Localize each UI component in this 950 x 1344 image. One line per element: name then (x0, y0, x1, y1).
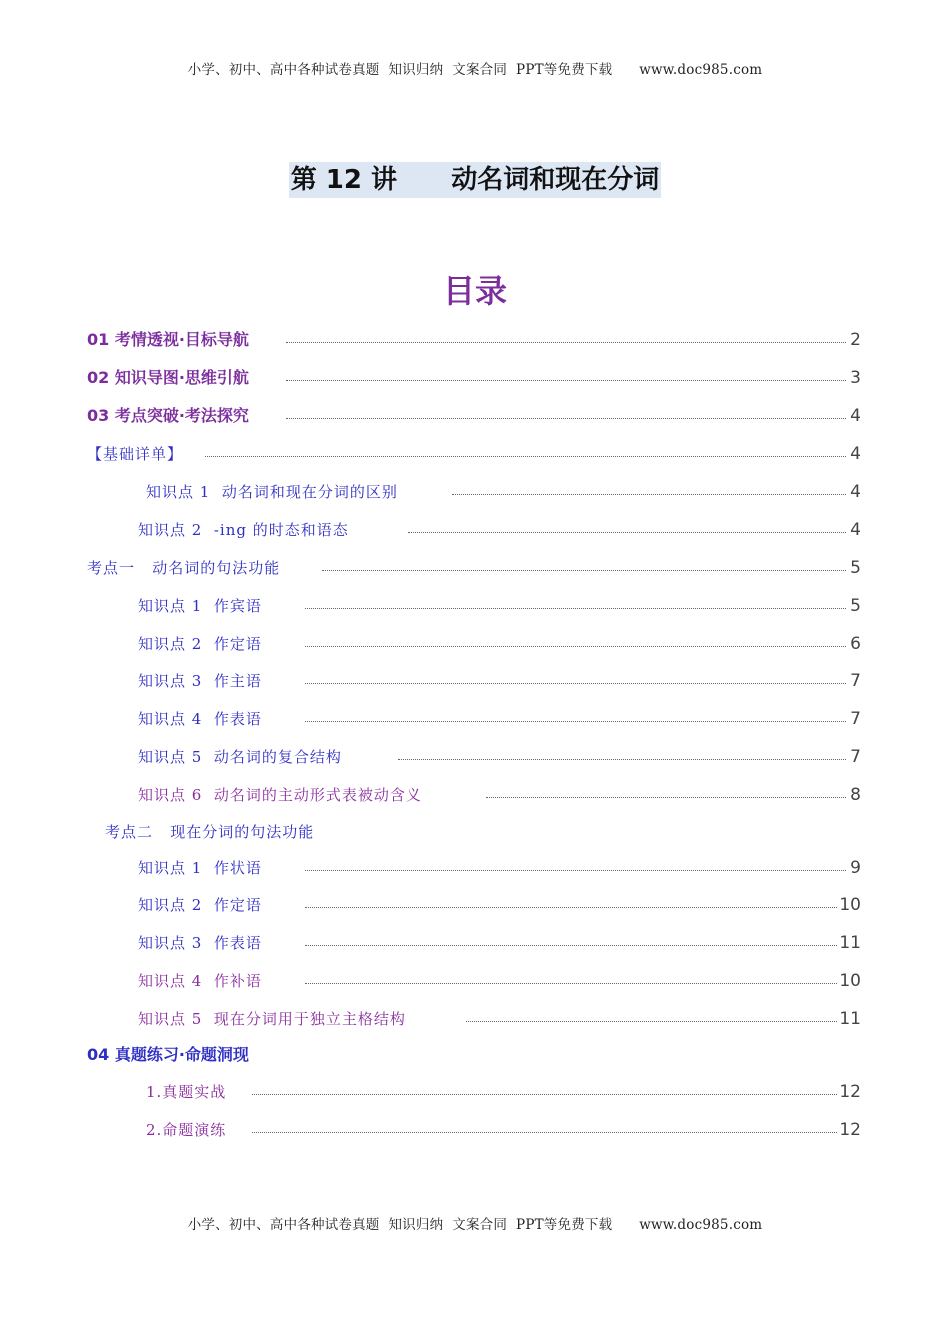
toc-entry[interactable] (0, 892, 950, 918)
toc-dot-leader (252, 1094, 837, 1095)
toc-entry[interactable] (0, 403, 950, 429)
toc-entry-page: 12 (839, 1120, 861, 1140)
toc-entry-page: 9 (850, 858, 861, 878)
toc-entry-page: 7 (850, 709, 861, 729)
toc-entry-page: 5 (850, 558, 861, 578)
toc-entry[interactable] (0, 706, 950, 732)
toc-entry-label: 知识点 4 作补语 (138, 972, 262, 990)
toc-entry-page: 4 (850, 444, 861, 464)
toc-entry-label: 知识点 1 作状语 (138, 859, 262, 877)
toc-dot-leader (466, 1021, 837, 1022)
toc-dot-leader (305, 870, 846, 871)
toc-entry-label: 知识点 2 -ing 的时态和语态 (138, 521, 349, 539)
toc-dot-leader (408, 532, 846, 533)
toc-entry-label: 【基础详单】 (87, 445, 184, 463)
toc-dot-leader (322, 570, 846, 571)
toc-entry[interactable] (0, 819, 950, 845)
toc-entry[interactable] (0, 782, 950, 808)
toc-entry[interactable] (0, 855, 950, 881)
toc-entry-label: 考点一 动名词的句法功能 (87, 559, 281, 577)
toc-entry-page: 10 (839, 971, 861, 991)
toc-entry-label: 知识点 5 动名词的复合结构 (138, 748, 342, 766)
toc-dot-leader (305, 945, 837, 946)
toc-entry-page: 4 (850, 520, 861, 540)
toc-entry[interactable] (0, 1079, 950, 1105)
toc-dot-leader (398, 759, 846, 760)
toc-entry-label: 知识点 3 作主语 (138, 672, 262, 690)
toc-entry[interactable] (0, 668, 950, 694)
toc-dot-leader (305, 608, 846, 609)
toc-entry-label: 2.命题演练 (146, 1121, 227, 1139)
toc-entry[interactable] (0, 441, 950, 467)
toc-entry[interactable] (0, 1042, 950, 1068)
toc-entry-page: 5 (850, 596, 861, 616)
toc-dot-leader (205, 456, 846, 457)
toc-entry-page: 3 (850, 368, 861, 388)
toc-dot-leader (305, 646, 846, 647)
page-footer: 小学、初中、高中各种试卷真题 知识归纳 文案合同 PPT等免费下载 www.doc985.com (187, 1217, 763, 1233)
toc-entry-page: 7 (850, 747, 861, 767)
toc-entry-page: 6 (850, 634, 861, 654)
toc-entry[interactable] (0, 555, 950, 581)
toc-dot-leader (452, 494, 846, 495)
toc-entry-page: 12 (839, 1082, 861, 1102)
toc-entry-label: 04 真题练习·命题洞现 (87, 1045, 249, 1064)
toc-entry[interactable] (0, 327, 950, 353)
toc-entry-label: 01 考情透视·目标导航 (87, 330, 249, 349)
toc-heading: 目录 (442, 272, 507, 310)
toc-dot-leader (286, 342, 846, 343)
toc-entry[interactable] (0, 744, 950, 770)
toc-entry-label: 03 考点突破·考法探究 (87, 406, 249, 425)
page-header: 小学、初中、高中各种试卷真题 知识归纳 文案合同 PPT等免费下载 www.doc985.com (187, 62, 763, 78)
toc-entry-label: 知识点 4 作表语 (138, 710, 262, 728)
toc-entry-page: 11 (839, 933, 861, 953)
toc-entry[interactable] (0, 968, 950, 994)
toc-entry-page: 10 (839, 895, 861, 915)
toc-dot-leader (286, 380, 846, 381)
toc-dot-leader (305, 683, 846, 684)
toc-entry-page: 8 (850, 785, 861, 805)
toc-entry-page: 11 (839, 1009, 861, 1029)
document-title (0, 162, 950, 198)
toc-entry-label: 知识点 2 作定语 (138, 896, 262, 914)
toc-entry-label: 考点二 现在分词的句法功能 (105, 823, 315, 841)
toc-entry[interactable] (0, 1006, 950, 1032)
toc-entry-label: 知识点 3 作表语 (138, 934, 262, 952)
toc-entry[interactable] (0, 479, 950, 505)
document-title-text: 第 12 讲 动名词和现在分词 (289, 162, 662, 198)
toc-entry-page: 2 (850, 330, 861, 350)
toc-entry-page: 4 (850, 406, 861, 426)
toc-entry[interactable] (0, 930, 950, 956)
toc-entry[interactable] (0, 517, 950, 543)
toc-entry[interactable] (0, 1117, 950, 1143)
toc-dot-leader (252, 1132, 837, 1133)
toc-entry-label: 知识点 2 作定语 (138, 635, 262, 653)
toc-entry-page: 7 (850, 671, 861, 691)
toc-dot-leader (286, 418, 846, 419)
toc-entry[interactable] (0, 593, 950, 619)
toc-entry-label: 1.真题实战 (146, 1083, 227, 1101)
toc-entry-label: 知识点 1 作宾语 (138, 597, 262, 615)
toc-entry[interactable] (0, 365, 950, 391)
toc-dot-leader (305, 983, 837, 984)
toc-dot-leader (305, 907, 837, 908)
toc-dot-leader (305, 721, 846, 722)
toc-dot-leader (486, 797, 846, 798)
toc-entry-page: 4 (850, 482, 861, 502)
toc-entry-label: 知识点 1 动名词和现在分词的区别 (146, 483, 398, 501)
toc-entry[interactable] (0, 631, 950, 657)
toc-entry-label: 知识点 5 现在分词用于独立主格结构 (138, 1010, 406, 1028)
toc-entry-label: 知识点 6 动名词的主动形式表被动含义 (138, 786, 422, 804)
toc-entry-label: 02 知识导图·思维引航 (87, 368, 249, 387)
